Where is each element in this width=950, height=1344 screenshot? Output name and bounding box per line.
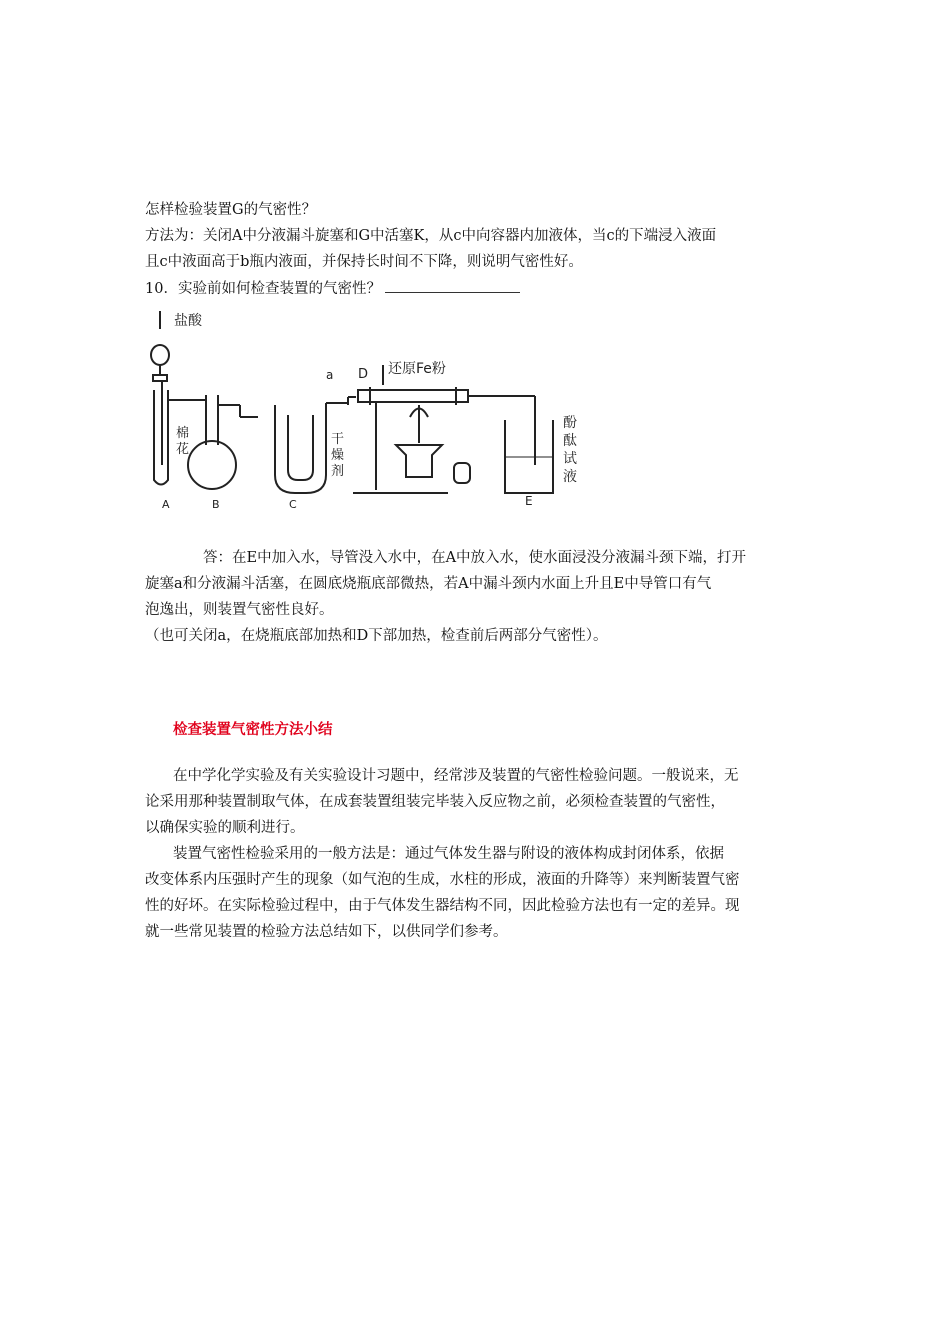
label-dry-3: 剂 — [331, 464, 345, 479]
label-dry-2: 燥 — [331, 448, 345, 463]
label-e-upper: E — [525, 494, 533, 508]
label-d: D — [358, 367, 369, 382]
method-line-2: 且c中液面高于b瓶内液面，并保持长时间不下降，则说明气密性好。 — [145, 254, 583, 270]
label-hcl: 盐酸 — [174, 313, 202, 329]
answer-line-1: 答：在E中加入水，导管没入水中，在A中放入水，使水面浸没分液漏斗颈下端，打开 — [203, 550, 747, 566]
summary-heading: 检查装置气密性方法小结 — [173, 722, 333, 738]
question-9-text: 怎样检验装置G的气密性？ — [145, 202, 317, 218]
question-10-text: 10．实验前如何检查装置的气密性？ — [145, 281, 381, 297]
method-line-1: 方法为：关闭A中分液漏斗旋塞和G中活塞K，从c中向容器内加液体，当c的下端浸入液面 — [145, 228, 717, 244]
summary-p1-line-2: 论采用那种装置制取气体，在成套装置组装完毕装入反应物之前，必须检查装置的气密性， — [145, 794, 725, 810]
apparatus-figure — [148, 305, 593, 510]
label-phen-3: 试 — [563, 451, 577, 467]
label-a: a — [326, 368, 334, 382]
summary-p1-line-3: 以确保实验的顺利进行。 — [145, 820, 305, 836]
answer-line-2: 旋塞a和分液漏斗活塞，在圆底烧瓶底部微热，若A中漏斗颈内水面上升且E中导管口有气 — [145, 576, 712, 592]
answer-line-4: （也可关闭a，在烧瓶底部加热和D下部加热，检查前后两部分气密性）。 — [145, 628, 608, 644]
summary-p2-line-3: 性的好坏。在实际检验过程中，由于气体发生器结构不同，因此检验方法也有一定的差异。现 — [145, 898, 740, 914]
label-phen-1: 酚 — [563, 415, 577, 431]
summary-p2-line-2: 改变体系内压强时产生的现象（如气泡的生成，水柱的形成，液面的升降等）来判断装置气密 — [145, 872, 740, 888]
label-cotton-1: 棉 — [176, 426, 190, 441]
answer-blank — [385, 278, 520, 293]
label-cotton-2: 花 — [176, 442, 190, 457]
label-phen-2: 酞 — [563, 433, 577, 449]
label-c-upper: C — [289, 498, 297, 510]
answer-line-3: 泡逸出，则装置气密性良好。 — [145, 602, 334, 618]
label-fe-powder: 还原Fe粉 — [388, 361, 446, 377]
label-a-upper: A — [162, 498, 170, 510]
summary-p2-line-1: 装置气密性检验采用的一般方法是：通过气体发生器与附设的液体构成封闭体系，依据 — [173, 846, 724, 862]
question-10 — [145, 278, 520, 299]
label-phen-4: 液 — [563, 469, 577, 485]
label-dry-1: 干 — [331, 432, 345, 447]
summary-p1-line-1: 在中学化学实验及有关实验设计习题中，经常涉及装置的气密性检验问题。一般说来，无 — [173, 768, 739, 784]
label-b-upper: B — [212, 498, 220, 510]
summary-p2-line-4: 就一些常见装置的检验方法总结如下，以供同学们参考。 — [145, 924, 508, 940]
